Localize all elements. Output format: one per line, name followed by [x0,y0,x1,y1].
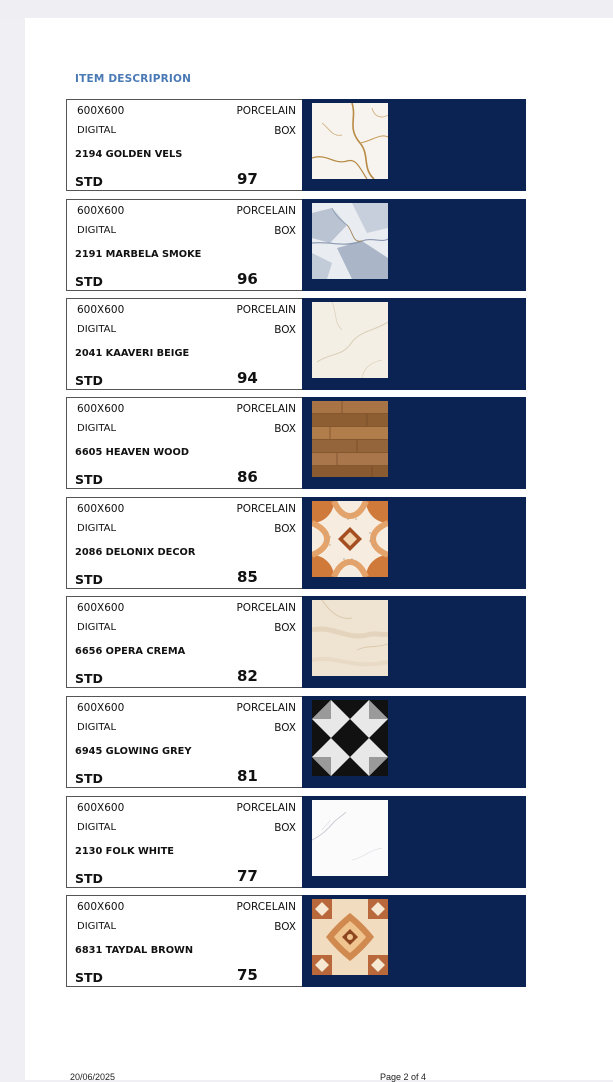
item-material: PORCELAIN [236,205,296,217]
item-row [66,895,526,987]
item-name: 2086 DELONIX DECOR [75,547,196,558]
item-quantity: 97 [237,170,258,188]
item-material: PORCELAIN [236,702,296,714]
item-quantity: 96 [237,270,258,288]
item-info-box [66,895,303,987]
item-size: 600X600 [77,205,125,217]
wood-plank-tile-image [312,401,388,477]
item-image-panel [302,796,526,888]
item-finish: DIGITAL [77,125,117,136]
item-material: PORCELAIN [236,503,296,515]
item-row [66,796,526,888]
item-image-panel [302,596,526,688]
item-finish: DIGITAL [77,822,117,833]
golden-vein-marble-tile-image [312,103,388,179]
item-name: 6605 HEAVEN WOOD [75,447,189,458]
item-grade: STD [75,274,103,289]
item-info-box [66,99,303,191]
item-grade: STD [75,871,103,886]
footer-date: 20/06/2025 [70,1072,116,1082]
item-row [66,397,526,489]
item-grade: STD [75,174,103,189]
item-size: 600X600 [77,702,125,714]
item-grade: STD [75,373,103,388]
item-grade: STD [75,572,103,587]
item-quantity: 81 [237,767,258,785]
item-pack: BOX [274,225,296,237]
item-image-panel [302,397,526,489]
item-size: 600X600 [77,304,125,316]
item-quantity: 85 [237,568,258,586]
item-material: PORCELAIN [236,304,296,316]
item-size: 600X600 [77,503,125,515]
item-image-panel [302,895,526,987]
item-quantity: 82 [237,667,258,685]
item-grade: STD [75,771,103,786]
item-finish: DIGITAL [77,622,117,633]
item-pack: BOX [274,822,296,834]
item-pack: BOX [274,324,296,336]
item-material: PORCELAIN [236,901,296,913]
item-grade: STD [75,472,103,487]
item-info-box [66,397,303,489]
grey-geometric-tile-image [312,700,388,776]
item-pack: BOX [274,622,296,634]
smoke-marble-tile-image [312,203,388,279]
item-image-panel [302,199,526,291]
item-image-panel [302,497,526,589]
item-row [66,99,526,191]
item-pack: BOX [274,921,296,933]
item-size: 600X600 [77,105,125,117]
item-row [66,596,526,688]
item-name: 6656 OPERA CREMA [75,646,186,657]
crema-marble-tile-image [312,600,388,676]
item-quantity: 94 [237,369,258,387]
item-info-box [66,199,303,291]
section-heading: ITEM DESCRIPRION [75,73,192,85]
item-quantity: 75 [237,966,258,984]
item-finish: DIGITAL [77,722,117,733]
item-info-box [66,796,303,888]
item-pack: BOX [274,722,296,734]
item-finish: DIGITAL [77,225,117,236]
beige-marble-tile-image [312,302,388,378]
item-quantity: 77 [237,867,258,885]
item-row [66,497,526,589]
item-info-box [66,298,303,390]
item-grade: STD [75,970,103,985]
item-info-box [66,596,303,688]
item-material: PORCELAIN [236,802,296,814]
item-quantity: 86 [237,468,258,486]
item-grade: STD [75,671,103,686]
item-row [66,696,526,788]
item-name: 2191 MARBELA SMOKE [75,249,202,260]
item-image-panel [302,298,526,390]
item-name: 6831 TAYDAL BROWN [75,945,194,956]
item-finish: DIGITAL [77,921,117,932]
item-finish: DIGITAL [77,523,117,534]
item-image-panel [302,99,526,191]
item-pack: BOX [274,523,296,535]
item-image-panel [302,696,526,788]
brown-motif-tile-image [312,899,388,975]
item-row [66,199,526,291]
white-marble-tile-image [312,800,388,876]
item-size: 600X600 [77,802,125,814]
item-info-box [66,696,303,788]
item-name: 2130 FOLK WHITE [75,846,174,857]
decor-pattern-tile-image [312,501,388,577]
item-row [66,298,526,390]
item-material: PORCELAIN [236,403,296,415]
item-name: 2194 GOLDEN VELS [75,149,183,160]
item-material: PORCELAIN [236,105,296,117]
footer-page-number: Page 2 of 4 [380,1072,427,1082]
viewer-top-bar [0,0,613,18]
item-finish: DIGITAL [77,324,117,335]
item-material: PORCELAIN [236,602,296,614]
item-name: 6945 GLOWING GREY [75,746,192,757]
item-size: 600X600 [77,901,125,913]
item-name: 2041 KAAVERI BEIGE [75,348,190,359]
item-finish: DIGITAL [77,423,117,434]
item-info-box [66,497,303,589]
item-size: 600X600 [77,403,125,415]
item-pack: BOX [274,125,296,137]
item-size: 600X600 [77,602,125,614]
item-pack: BOX [274,423,296,435]
